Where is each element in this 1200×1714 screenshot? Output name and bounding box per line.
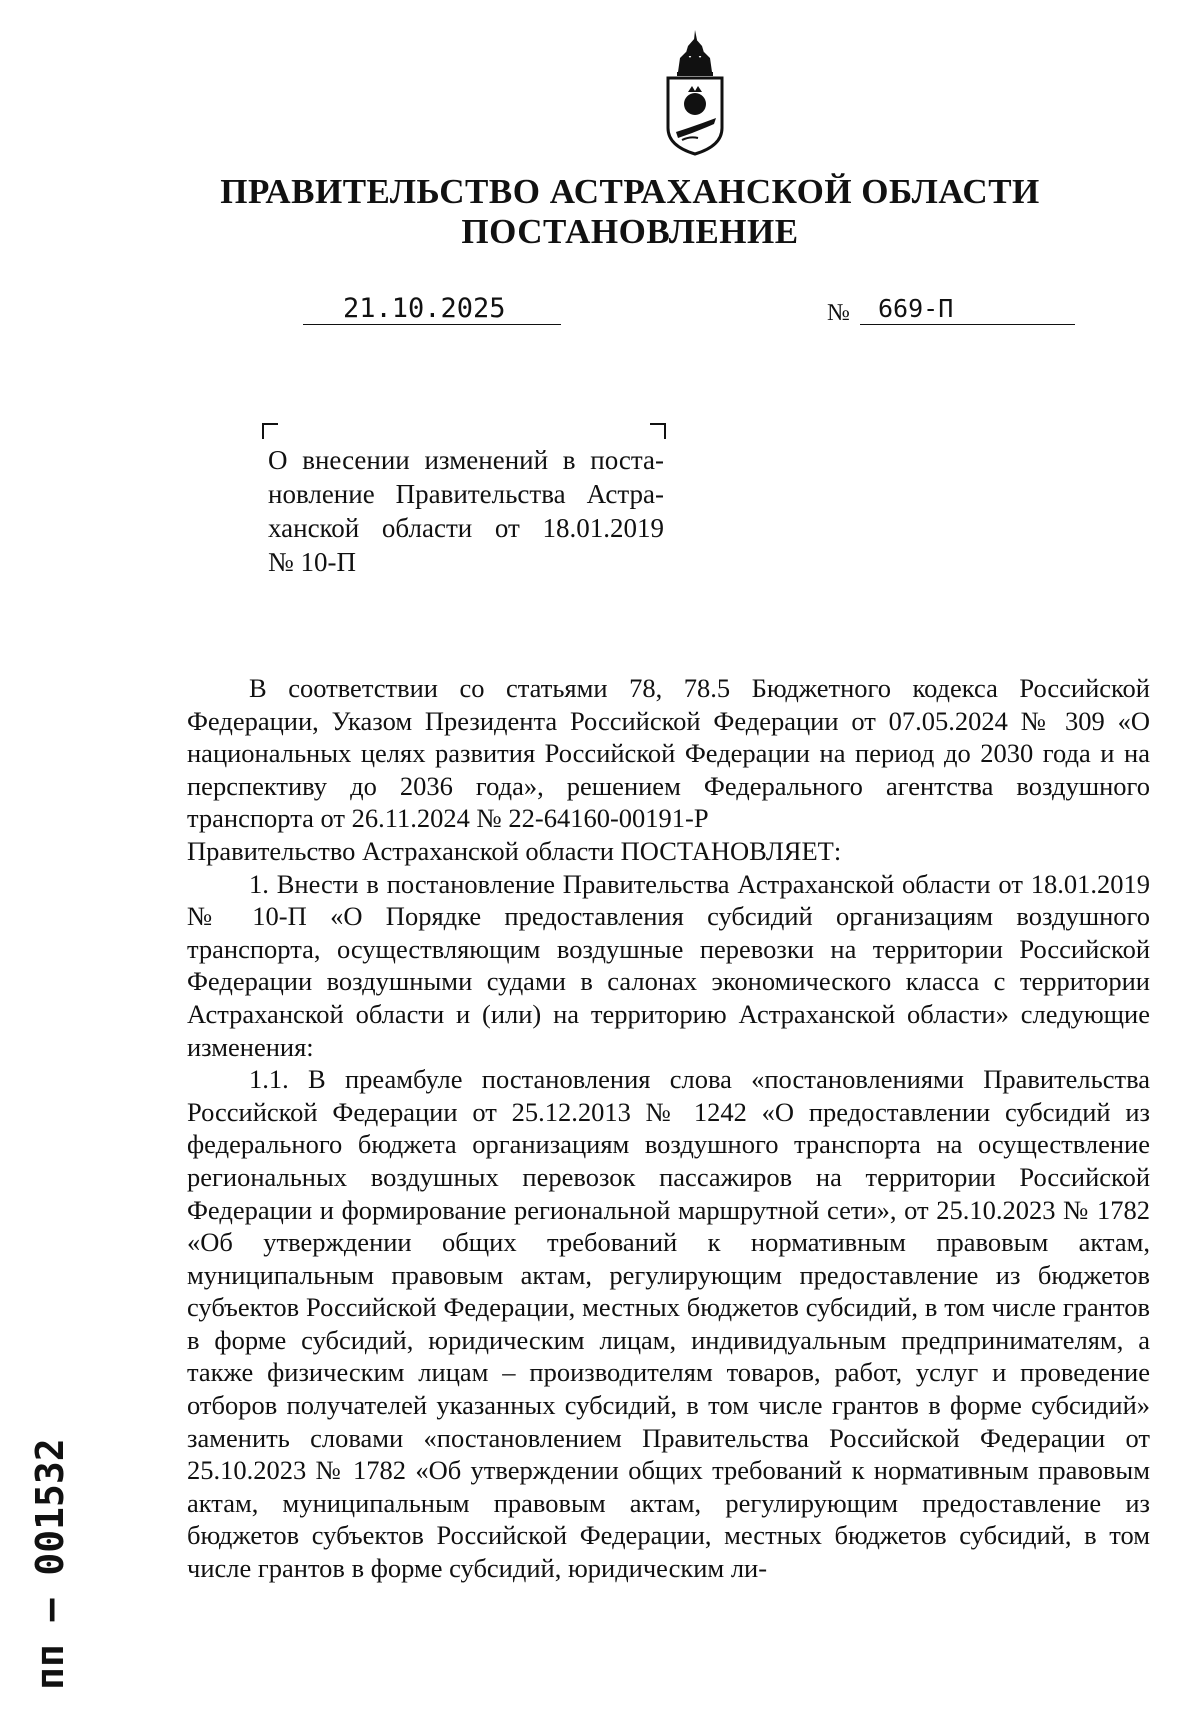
document-subject: [268, 443, 664, 579]
document-type-title: ПОСТАНОВЛЕНИЕ: [461, 212, 799, 251]
subject-line: О внесении изменений в поста-: [268, 445, 664, 475]
side-registration-stamp: пп – 001532: [28, 1438, 72, 1690]
subject-line: ханской области от 18.01.2019: [268, 513, 664, 543]
date-field: [303, 294, 561, 325]
document-number: 669-П: [878, 294, 954, 323]
organization-title: ПРАВИТЕЛЬСТВО АСТРАХАНСКОЙ ОБЛАСТИ: [220, 172, 1040, 211]
number-field: [860, 294, 1075, 325]
document-body: [187, 672, 1150, 1585]
number-sign: №: [827, 300, 850, 326]
body-paragraph: 1.1. В преамбуле постановления слова «постановлениями Правительства Российской Федерации от 25.12.2013 № 1242 «О предоставлении субсидий из федерального бюджета организациям воздушного транспорта на осуществление региональных воздушных перевозок пассажиров на территории Российской Федерации и формирование региональной маршрутной сети», от 25.10.2023 № 1782 «Об утверждении общих требований к нормативным правовым актам, муниципальным правовым актам, регулирующим предоставление из бюджетов субъектов Российской Федерации, местных бюджетов субсидий, в том числе грантов в форме субсидий, юридическим лицам, индивидуальным предпринимателям, а также физическим лицам – производителям товаров, работ, услуг и проведение отборов получателей указанных субсидий, в том числе грантов в форме субсидий» заменить словами «постановлением Правительства Российской Федерации от 25.10.2023 № 1782 «Об утверждении общих требований к нормативным правовым актам, муниципальным правовым актам, регулирующим предоставление из бюджетов субъектов Российской Федерации, местных бюджетов субсидий, в том числе грантов в форме субсидий, юридическим ли-: [187, 1064, 1150, 1584]
coat-of-arms-emblem: [650, 28, 740, 158]
body-paragraph: 1. Внести в постановление Правительства Астраханской области от 18.01.2019 № 10-П «О Порядке предоставления субсидий организациям воздушного транспорта, осуществляющим воздушные перевозки на территории Российской Федерации воздушными судами в салонах экономического класса с территории Астраханской области и (или) на территорию Астраханской области» следующие изменения:: [187, 868, 1150, 1062]
subject-line: № 10-П: [268, 547, 357, 577]
body-paragraph: В соответствии со статьями 78, 78.5 Бюджетного кодекса Российской Федерации, Указом Президента Российской Федерации от 07.05.2024 № 309 «О национальных целях развития Российской Федерации на период до 2030 года и на перспективу до 2036 года», решением Федерального агентства воздушного транспорта от 26.11.2024 № 22-64160-00191-Р: [187, 673, 1150, 834]
subject-line: новление Правительства Астра-: [268, 479, 664, 509]
document-date: 21.10.2025: [343, 293, 506, 324]
subject-corner-right: [650, 423, 666, 439]
body-paragraph: Правительство Астраханской области ПОСТАНОВЛЯЕТ:: [187, 835, 842, 866]
subject-corner-left: [262, 423, 278, 439]
